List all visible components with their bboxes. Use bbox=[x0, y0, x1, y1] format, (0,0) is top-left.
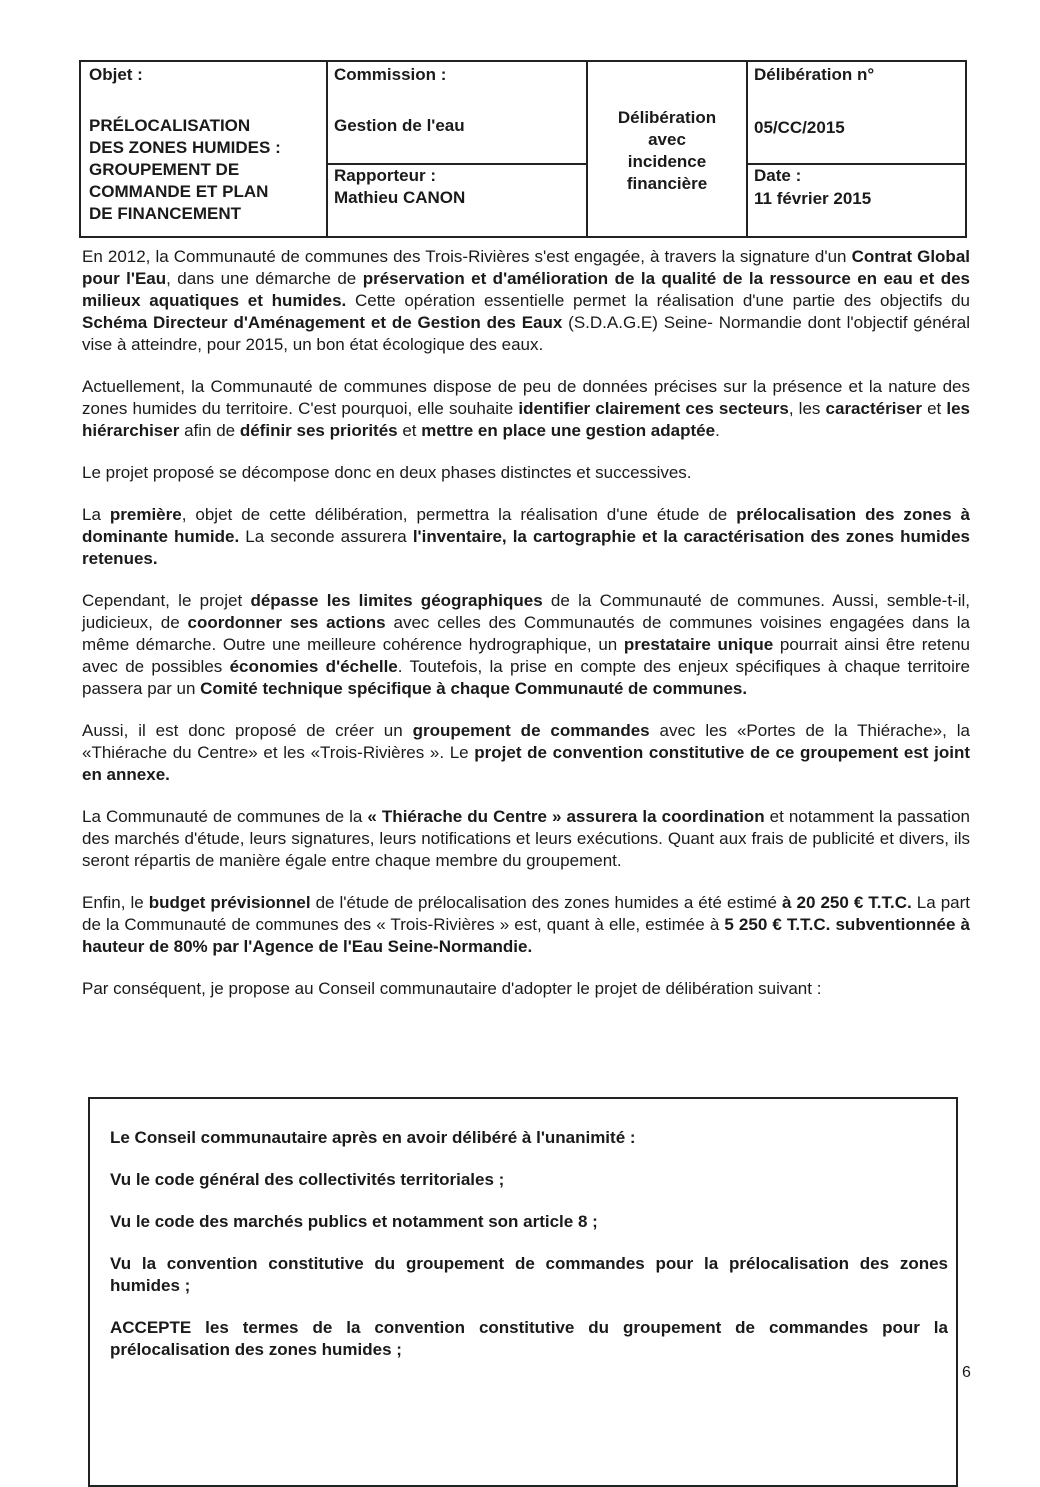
text-run: Actuellement, la Communauté de communes dispose de peu de données précises sur la présence et la nature des zones humides du territoire. C'est pourquoi, elle souhaite bbox=[82, 377, 970, 418]
bold-text-run: groupement de commandes bbox=[412, 721, 650, 740]
text-run: et notamment la passation des marchés d'étude, leurs signatures, leurs notifications et leurs exécutions. Quant aux frais de publicité et divers, ils seront répartis de manière égale entre chaque membre du groupement. bbox=[82, 807, 970, 870]
bold-text-run: Schéma Directeur d'Aménagement et de Gestion des Eaux bbox=[82, 313, 563, 332]
bold-text-run: « Thiérache du Centre » assurera la coordination bbox=[367, 807, 765, 826]
body-paragraph bbox=[82, 376, 970, 442]
commission-value: Gestion de l'eau bbox=[334, 116, 465, 135]
objet-label: Objet : bbox=[89, 65, 143, 84]
objet-line: DE FINANCEMENT bbox=[89, 204, 242, 223]
text-run: Aussi, il est donc proposé de créer un bbox=[82, 721, 413, 740]
text-run: . Toutefois, la prise en compte des enjeux spécifiques à chaque territoire passera par un bbox=[82, 657, 971, 698]
bold-text-run: prestataire unique bbox=[623, 635, 774, 654]
header-divider bbox=[326, 62, 328, 236]
objet-title bbox=[89, 115, 324, 225]
decision-box bbox=[88, 1097, 958, 1487]
decision-accepte: ACCEPTE les termes de la convention constitutive du groupement de commandes pour la prélocalisation des zones humides ; bbox=[110, 1318, 948, 1359]
text-run: La part de la Communauté de communes des « Trois-Rivières » est, quant à elle, estimée à bbox=[82, 893, 971, 934]
bold-text-run: Comité technique spécifique à chaque Communauté de communes. bbox=[200, 679, 748, 698]
text-run: de la Communauté de communes. Aussi, semble-t-il, judicieux, de bbox=[82, 591, 970, 632]
bold-text-run: Contrat Global pour l'Eau bbox=[82, 247, 970, 288]
objet-line: COMMANDE ET PLAN bbox=[89, 182, 269, 201]
body-paragraph bbox=[82, 978, 970, 1000]
bold-text-run: les hiérarchiser bbox=[82, 399, 971, 440]
text-run: et bbox=[921, 399, 947, 418]
text-run: de l'étude de prélocalisation des zones humides a été estimé bbox=[310, 893, 783, 912]
body-paragraph bbox=[82, 720, 970, 786]
text-run: et bbox=[397, 421, 422, 440]
text-run: En 2012, la Communauté de communes des Trois-Rivières s'est engagée, à travers la signature d'un bbox=[82, 247, 852, 266]
text-run: afin de bbox=[179, 421, 240, 440]
deliberation-type-line: avec bbox=[648, 130, 686, 149]
text-run: La seconde assurera bbox=[239, 527, 413, 546]
bold-text-run: budget prévisionnel bbox=[148, 893, 311, 912]
bold-text-run: première bbox=[109, 505, 182, 524]
bold-text-run: à 20 250 € T.T.C. bbox=[782, 893, 912, 912]
objet-line: GROUPEMENT DE bbox=[89, 160, 240, 179]
decision-visa: Vu le code général des collectivités territoriales ; bbox=[110, 1170, 505, 1189]
page-number: 6 bbox=[962, 1364, 971, 1381]
text-run: La Communauté de communes de la bbox=[82, 807, 368, 826]
deliberation-type-line: Délibération bbox=[617, 108, 717, 127]
decision-visa: Vu la convention constitutive du groupement de commandes pour la prélocalisation des zones humides ; bbox=[110, 1254, 948, 1295]
date-value: 11 février 2015 bbox=[754, 189, 872, 208]
bold-text-run: prélocalisation des zones à dominante humide. bbox=[82, 505, 970, 546]
text-run: . bbox=[715, 421, 720, 440]
text-run: avec celles des Communautés de communes voisines engagées dans la même démarche. Outre une meilleure cohérence hydrographique, un bbox=[82, 613, 970, 654]
body-paragraph bbox=[82, 590, 970, 700]
text-run: Cette opération essentielle permet la réalisation d'une partie des objectifs du bbox=[346, 291, 971, 310]
deliberation-number-label: Délibération n° bbox=[754, 65, 875, 84]
bold-text-run: coordonner ses actions bbox=[187, 613, 386, 632]
text-run: , objet de cette délibération, permettra la réalisation d'une étude de bbox=[181, 505, 737, 524]
text-run: Par conséquent, je propose au Conseil communautaire d'adopter le projet de délibération suivant : bbox=[82, 979, 822, 998]
text-run: (S.D.A.G.E) Seine- Normandie dont l'objectif général vise à atteindre, pour 2015, un bon état écologique des eaux. bbox=[82, 313, 971, 354]
text-run: Le projet proposé se décompose donc en deux phases distinctes et successives. bbox=[82, 463, 692, 482]
bold-text-run: définir ses priorités bbox=[239, 421, 398, 440]
date-label: Date : bbox=[754, 166, 802, 185]
bold-text-run: projet de convention constitutive de ce groupement est joint en annexe. bbox=[82, 743, 970, 784]
bold-text-run: mettre en place une gestion adaptée bbox=[421, 421, 716, 440]
body-paragraph bbox=[82, 462, 970, 484]
header-divider bbox=[746, 62, 748, 236]
text-run: pourrait ainsi être retenu avec de possibles bbox=[82, 635, 971, 676]
decision-intro: Le Conseil communautaire après en avoir délibéré à l'unanimité : bbox=[110, 1128, 636, 1147]
rapporteur-value: Mathieu CANON bbox=[334, 188, 466, 207]
deliberation-header-table bbox=[79, 60, 967, 238]
commission-label: Commission : bbox=[334, 65, 447, 84]
body-paragraph bbox=[82, 892, 970, 958]
report-body bbox=[82, 246, 970, 1020]
bold-text-run: préservation et d'amélioration de la qualité de la ressource en eau et des milieux aquatiques et humides. bbox=[82, 269, 970, 310]
bold-text-run: identifier clairement ces secteurs bbox=[518, 399, 789, 418]
deliberation-type-line: incidence bbox=[627, 152, 707, 171]
deliberation-type bbox=[588, 107, 746, 195]
text-run: Enfin, le bbox=[82, 893, 149, 912]
bold-text-run: dépasse les limites géographiques bbox=[250, 591, 543, 610]
deliberation-type-line: financière bbox=[626, 174, 708, 193]
bold-text-run: économies d'échelle bbox=[229, 657, 398, 676]
rapporteur-label: Rapporteur : bbox=[334, 166, 436, 185]
objet-line: PRÉLOCALISATION bbox=[89, 116, 251, 135]
bold-text-run: 5 250 € T.T.C. subventionnée à hauteur de 80% par l'Agence de l'Eau Seine-Normandie. bbox=[82, 915, 970, 956]
objet-line: DES ZONES HUMIDES : bbox=[89, 138, 281, 157]
body-paragraph bbox=[82, 246, 970, 356]
text-run: Cependant, le projet bbox=[82, 591, 251, 610]
deliberation-number: 05/CC/2015 bbox=[754, 118, 845, 137]
text-run: , les bbox=[788, 399, 826, 418]
bold-text-run: l'inventaire, la cartographie et la caractérisation des zones humides retenues. bbox=[82, 527, 970, 568]
body-paragraph bbox=[82, 806, 970, 872]
bold-text-run: caractériser bbox=[825, 399, 922, 418]
text-run: avec les «Portes de la Thiérache», la «Thiérache du Centre» et les «Trois-Rivières ». Le bbox=[82, 721, 970, 762]
text-run: La bbox=[82, 505, 110, 524]
decision-visa: Vu le code des marchés publics et notamment son article 8 ; bbox=[110, 1212, 598, 1231]
body-paragraph bbox=[82, 504, 970, 570]
text-run: , dans une démarche de bbox=[166, 269, 363, 288]
